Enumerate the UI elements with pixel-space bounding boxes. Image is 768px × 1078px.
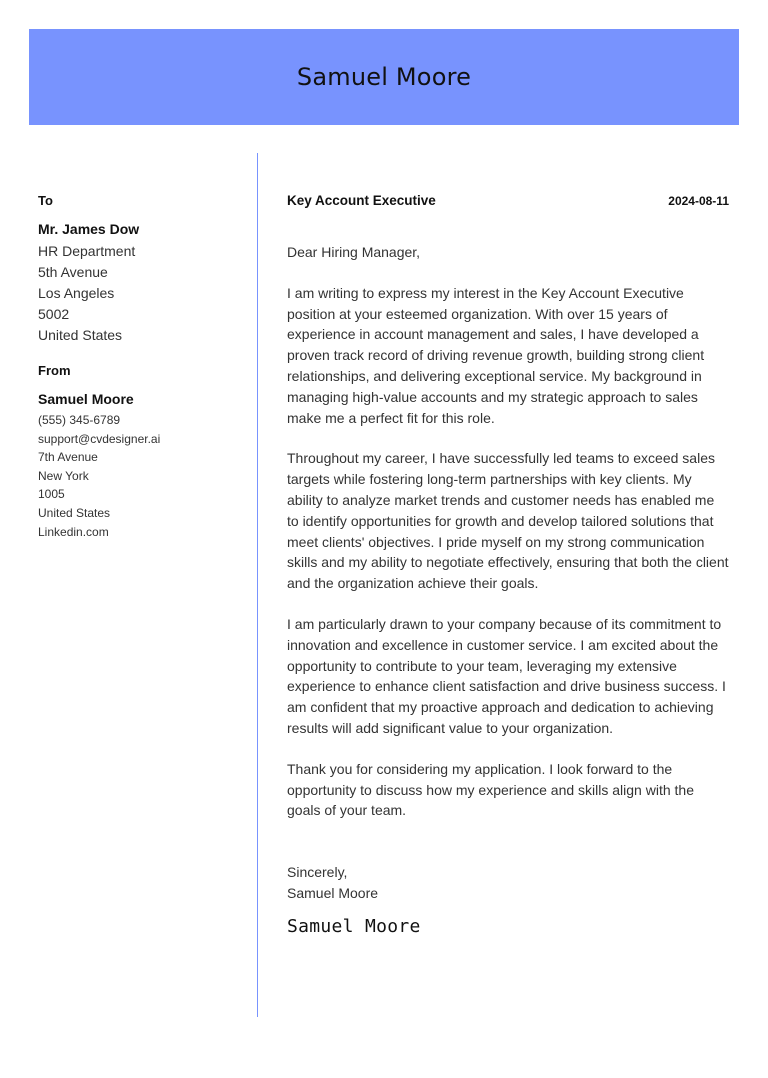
recipient-name: Mr. James Dow bbox=[38, 221, 140, 237]
recipient-address-line: 5002 bbox=[38, 306, 70, 322]
salutation: Dear Hiring Manager, bbox=[287, 244, 421, 260]
recipient-address-line: Los Angeles bbox=[38, 285, 115, 301]
letter-body bbox=[287, 193, 729, 937]
paragraph: I am writing to express my interest in the Key Account Executive position at your esteemed organization. With over 15 years of experience in account management and sales, I have developed a proven track record of driving revenue growth, building strong client relationships, and delivering exceptional service. My background in managing high-value accounts and my strategic approach to sales make me a perfect fit for this role. bbox=[287, 284, 705, 426]
sender-linkedin: Linkedin.com bbox=[38, 524, 109, 539]
sender-postal-code: 1005 bbox=[38, 487, 65, 502]
to-label: To bbox=[38, 193, 53, 208]
recipient-address-line: 5th Avenue bbox=[38, 264, 108, 280]
header-name: Samuel Moore bbox=[296, 63, 472, 91]
header-banner bbox=[29, 29, 739, 125]
paragraph: I am particularly drawn to your company because of its commitment to innovation and excellence in customer service. I am excited about the opportunity to contribute to your team, leveraging my extensive experience to enhance client satisfaction and drive business success. I am confident that my proactive approach and dedication to achieving results will add significant value to your organization. bbox=[287, 615, 726, 736]
job-title: Key Account Executive bbox=[287, 193, 436, 208]
sender-name: Samuel Moore bbox=[38, 391, 134, 407]
letter-date: 2024-08-11 bbox=[668, 194, 729, 208]
column-divider bbox=[257, 153, 258, 1017]
sender-phone: (555) 345-6789 bbox=[38, 413, 121, 427]
paragraph: Throughout my career, I have successfully led teams to exceed sales targets while fostering long-term partnerships with key clients. My ability to analyze market trends and customer needs has enabled me to identify opportunities for growth and develop tailored solutions that meet clients' objectives. I pride myself on my strong communication skills and my ability to negotiate effectively, ensuring that both the client and the organization achieve their goals. bbox=[287, 450, 729, 592]
closing: Sincerely, bbox=[287, 864, 348, 881]
sender-block bbox=[38, 363, 248, 541]
recipient-address-line: HR Department bbox=[38, 243, 136, 259]
sender-street: 7th Avenue bbox=[38, 450, 98, 465]
paragraph: Thank you for considering my application. I look forward to the opportunity to discuss how my experience and skills align with the goals of your team. bbox=[287, 760, 694, 819]
sender-city: New York bbox=[38, 468, 89, 483]
letter-topline bbox=[287, 193, 729, 213]
sender-email: support@cvdesigner.ai bbox=[38, 431, 161, 446]
from-label: From bbox=[38, 363, 71, 378]
closing-name: Samuel Moore bbox=[287, 884, 379, 901]
left-column bbox=[38, 193, 248, 541]
sender-country: United States bbox=[38, 505, 111, 520]
recipient-block bbox=[38, 193, 248, 346]
signature: Samuel Moore bbox=[287, 915, 421, 937]
recipient-address-line: United States bbox=[38, 327, 123, 343]
